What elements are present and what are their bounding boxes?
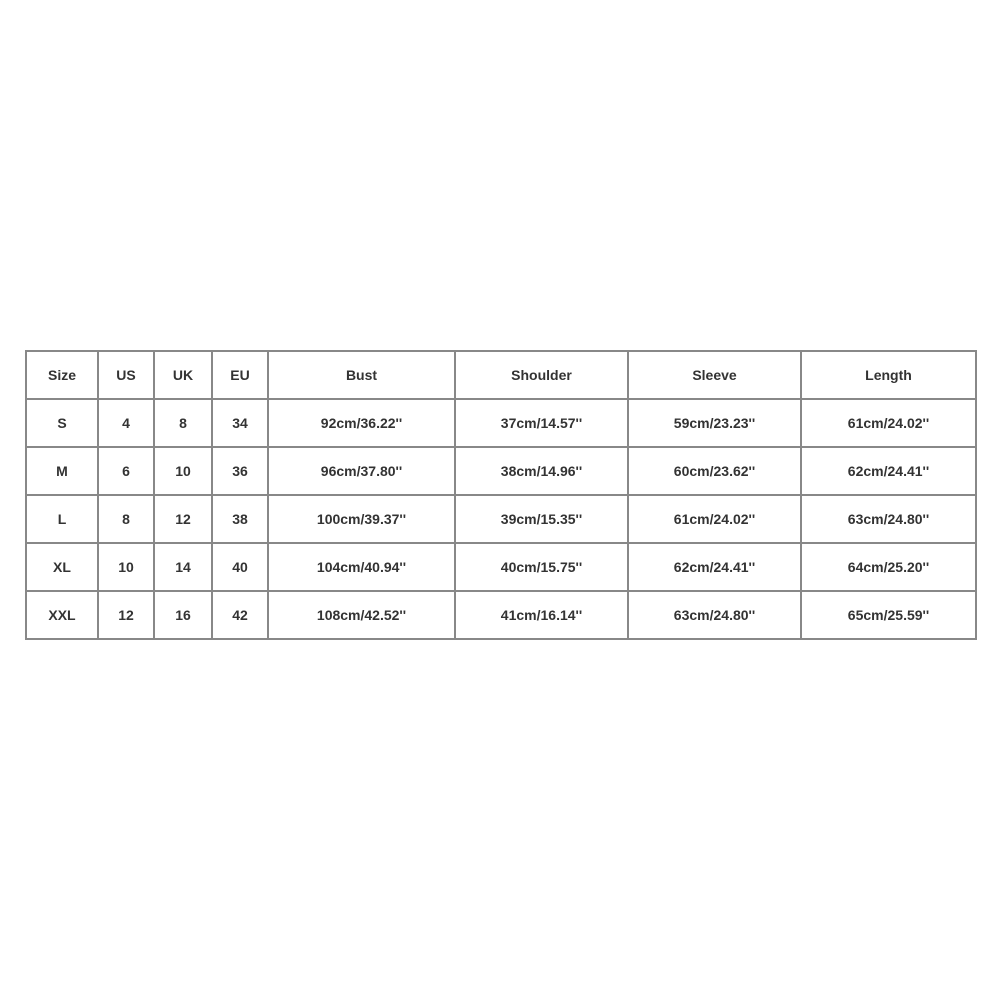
cell-uk: 16 xyxy=(154,591,212,639)
cell-us: 12 xyxy=(98,591,154,639)
header-bust: Bust xyxy=(268,351,455,399)
cell-size: S xyxy=(26,399,98,447)
cell-eu: 38 xyxy=(212,495,268,543)
header-size: Size xyxy=(26,351,98,399)
cell-length: 64cm/25.20'' xyxy=(801,543,976,591)
cell-length: 65cm/25.59'' xyxy=(801,591,976,639)
size-chart-body xyxy=(26,399,976,639)
header-sleeve: Sleeve xyxy=(628,351,801,399)
cell-us: 4 xyxy=(98,399,154,447)
cell-length: 62cm/24.41'' xyxy=(801,447,976,495)
cell-sleeve: 60cm/23.62'' xyxy=(628,447,801,495)
cell-size: L xyxy=(26,495,98,543)
cell-size: M xyxy=(26,447,98,495)
cell-sleeve: 59cm/23.23'' xyxy=(628,399,801,447)
cell-uk: 12 xyxy=(154,495,212,543)
cell-size: XXL xyxy=(26,591,98,639)
cell-bust: 96cm/37.80'' xyxy=(268,447,455,495)
cell-eu: 34 xyxy=(212,399,268,447)
cell-sleeve: 61cm/24.02'' xyxy=(628,495,801,543)
cell-sleeve: 63cm/24.80'' xyxy=(628,591,801,639)
header-row xyxy=(26,351,976,399)
cell-bust: 92cm/36.22'' xyxy=(268,399,455,447)
cell-shoulder: 40cm/15.75'' xyxy=(455,543,628,591)
cell-bust: 100cm/39.37'' xyxy=(268,495,455,543)
cell-sleeve: 62cm/24.41'' xyxy=(628,543,801,591)
header-shoulder: Shoulder xyxy=(455,351,628,399)
table-row xyxy=(26,591,976,639)
cell-shoulder: 38cm/14.96'' xyxy=(455,447,628,495)
cell-uk: 8 xyxy=(154,399,212,447)
cell-uk: 10 xyxy=(154,447,212,495)
header-uk: UK xyxy=(154,351,212,399)
cell-shoulder: 41cm/16.14'' xyxy=(455,591,628,639)
header-length: Length xyxy=(801,351,976,399)
cell-bust: 104cm/40.94'' xyxy=(268,543,455,591)
cell-eu: 42 xyxy=(212,591,268,639)
cell-shoulder: 37cm/14.57'' xyxy=(455,399,628,447)
cell-us: 8 xyxy=(98,495,154,543)
cell-length: 63cm/24.80'' xyxy=(801,495,976,543)
table-row xyxy=(26,495,976,543)
cell-eu: 36 xyxy=(212,447,268,495)
table-row xyxy=(26,399,976,447)
cell-eu: 40 xyxy=(212,543,268,591)
cell-us: 6 xyxy=(98,447,154,495)
cell-shoulder: 39cm/15.35'' xyxy=(455,495,628,543)
cell-bust: 108cm/42.52'' xyxy=(268,591,455,639)
table-row xyxy=(26,447,976,495)
cell-uk: 14 xyxy=(154,543,212,591)
header-us: US xyxy=(98,351,154,399)
cell-us: 10 xyxy=(98,543,154,591)
size-chart-header xyxy=(26,351,976,399)
table-row xyxy=(26,543,976,591)
size-chart-table xyxy=(25,350,977,640)
cell-size: XL xyxy=(26,543,98,591)
header-eu: EU xyxy=(212,351,268,399)
cell-length: 61cm/24.02'' xyxy=(801,399,976,447)
